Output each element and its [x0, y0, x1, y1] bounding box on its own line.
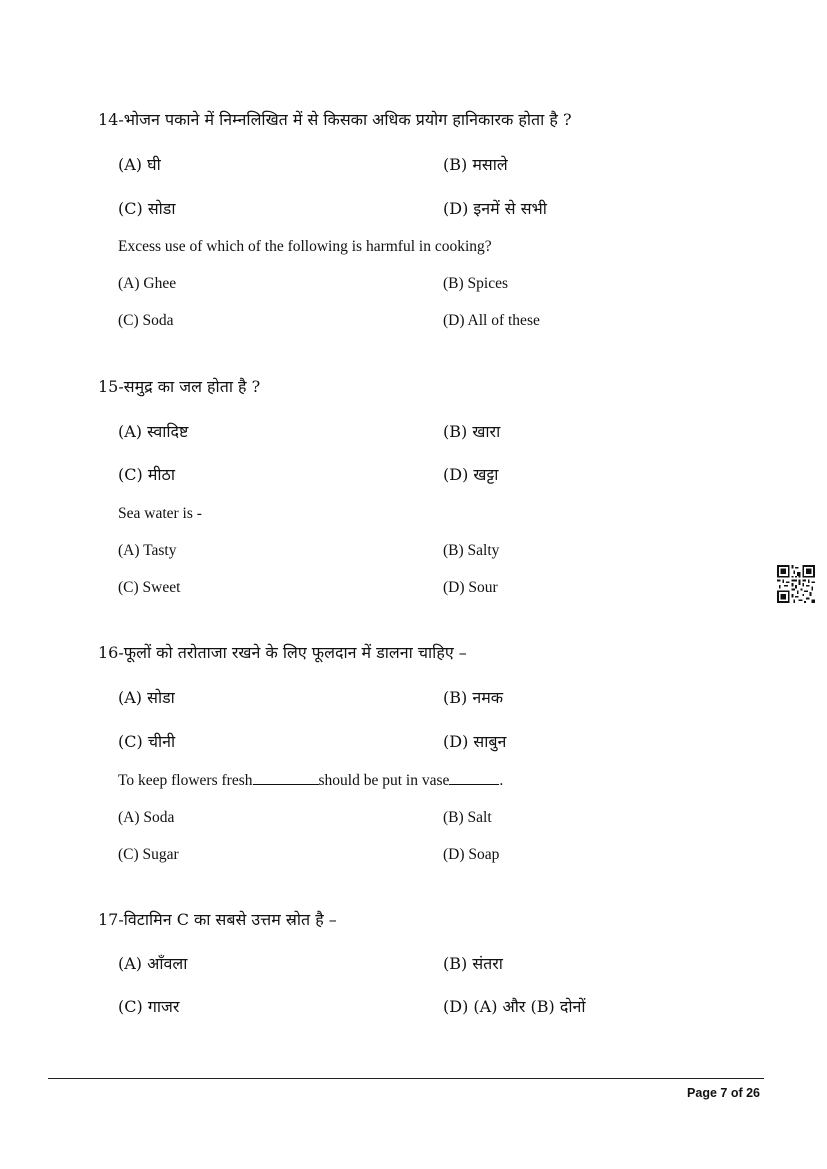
fill-in-blank-2 [449, 783, 499, 785]
q16-english-option-d: (D) Soap [443, 846, 500, 863]
q15-hindi-option-b: (B) खारा [443, 422, 501, 441]
q16-hindi-option-c: (C) चीनी [118, 732, 176, 751]
q16-english-title-part2: should be put in vase [318, 772, 450, 789]
question-16-hindi-title: 16-फूलों को तरोताजा रखने के लिए फूलदान में डालना चाहिए – [98, 643, 467, 662]
q16-hindi-option-a: (A) सोडा [118, 688, 175, 707]
total-pages: 26 [746, 1086, 760, 1100]
q15-english-option-a: (A) Tasty [118, 542, 177, 559]
footer-divider [48, 1078, 764, 1079]
q17-hindi-option-c: (C) गाजर [118, 997, 180, 1016]
q17-hindi-option-a: (A) आँवला [118, 954, 188, 973]
of-label: of [727, 1086, 747, 1100]
question-14-english-title: Excess use of which of the following is harmful in cooking? [118, 238, 492, 255]
q14-english-option-d: (D) All of these [443, 312, 540, 329]
q16-hindi-option-b: (B) नमक [443, 688, 504, 707]
q16-english-option-c: (C) Sugar [118, 846, 179, 863]
q16-english-title-part1: To keep flowers fresh [118, 772, 253, 789]
q17-hindi-option-d: (D) (A) और (B) दोनों [443, 997, 586, 1016]
fill-in-blank-1 [253, 783, 319, 785]
page-label: Page [687, 1086, 721, 1100]
page-number-footer [687, 1086, 760, 1100]
q15-english-option-c: (C) Sweet [118, 579, 181, 596]
q17-hindi-option-b: (B) संतरा [443, 954, 503, 973]
question-14-hindi-title: 14-भोजन पकाने में निम्नलिखित में से किसका अधिक प्रयोग हानिकारक होता है ? [98, 110, 572, 129]
question-15-english-title: Sea water is - [118, 505, 202, 522]
q14-english-option-a: (A) Ghee [118, 275, 177, 292]
q14-hindi-option-c: (C) सोडा [118, 199, 176, 218]
q14-english-option-b: (B) Spices [443, 275, 509, 292]
q14-hindi-option-a: (A) घी [118, 155, 161, 174]
q15-hindi-option-a: (A) स्वादिष्ट [118, 422, 189, 441]
question-16-english-title [118, 772, 503, 790]
q16-english-option-a: (A) Soda [118, 809, 175, 826]
q15-hindi-option-d: (D) खट्टा [443, 465, 499, 484]
qr-code-icon [777, 565, 815, 603]
q14-hindi-option-d: (D) इनमें से सभी [443, 199, 547, 218]
q15-english-option-d: (D) Sour [443, 579, 498, 596]
q15-hindi-option-c: (C) मीठा [118, 465, 175, 484]
current-page: 7 [720, 1086, 728, 1100]
q16-hindi-option-d: (D) साबुन [443, 732, 507, 751]
q16-english-title-end: . [499, 772, 504, 789]
question-17-hindi-title: 17-विटामिन C का सबसे उत्तम स्रोत है – [98, 910, 337, 929]
q14-english-option-c: (C) Soda [118, 312, 174, 329]
q15-english-option-b: (B) Salty [443, 542, 500, 559]
q14-hindi-option-b: (B) मसाले [443, 155, 508, 174]
q16-english-option-b: (B) Salt [443, 809, 492, 826]
question-15-hindi-title: 15-समुद्र का जल होता है ? [98, 377, 261, 396]
